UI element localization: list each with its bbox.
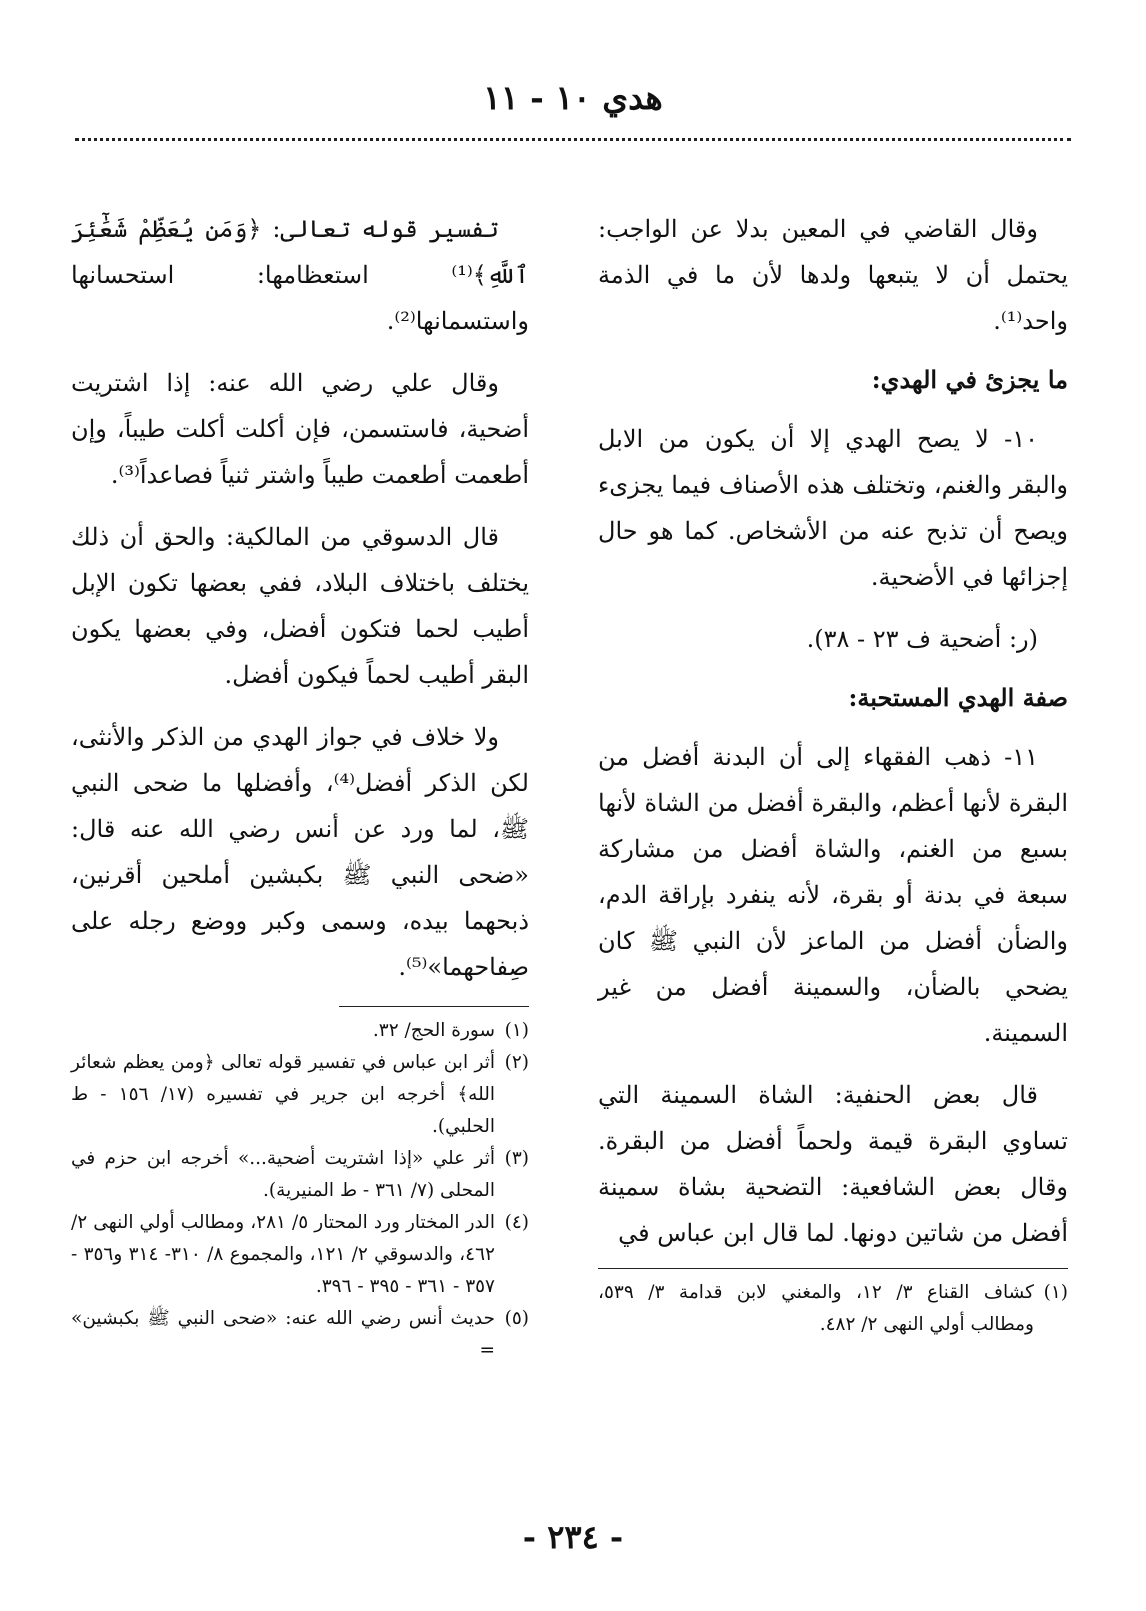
- section-heading: ما يجزئ في الهدي:: [871, 365, 1068, 394]
- page-number: - ٢٣٤ -: [522, 1518, 624, 1556]
- paragraph: ولا خلاف في جواز الهدي من الذكر والأنثى، لكن الذكر أفضل⁽⁴⁾، وأفضلها ما ضحى النبي ﷺ، لما ورد عن أنس رضي الله عنه قال: «ضحى النبي ﷺ بكبشين أملحين أقرنين، ذبحهما بيده، وسمى وكبر ووضع رجله على صِفاحهما»⁽⁵⁾.: [71, 723, 529, 981]
- paragraph: تفسير قوله تعالى: ﴿وَمَن يُعَظِّمْ شَعَٰٓئِرَ ٱللَّهِ﴾⁽¹⁾ استعظامها: استحسانها واستسمانها⁽²⁾.: [71, 215, 529, 335]
- footnote: [71, 1015, 529, 1047]
- footnote-number: (٣): [504, 1148, 529, 1169]
- footnote-rule: [339, 1006, 529, 1007]
- footnote-number: (٤): [504, 1212, 529, 1233]
- footnote-text: كشاف القناع ٣/ ١٢، والمغني لابن قدامة ٣/ ٥٣٩، ومطالب أولي النهى ٢/ ٤٨٢.: [598, 1282, 1034, 1335]
- left-column: [71, 206, 529, 1367]
- section-heading: صفة الهدي المستحبة:: [848, 683, 1068, 712]
- footnote: [71, 1143, 529, 1207]
- right-column: [598, 206, 1068, 1341]
- paragraph: ١١- ذهب الفقهاء إلى أن البدنة أفضل من البقرة لأنها أعظم، والبقرة أفضل من الشاة لأنها بسبع من الغنم، والشاة أفضل من مشاركة سبعة في بدنة أو بقرة، لأنه ينفرد بإراقة الدم، والضأن أفضل من الماعز لأن النبي ﷺ كان يضحي بالضأن، والسمينة أفضل من غير السمينة.: [598, 743, 1068, 1047]
- footnote-text: حديث أنس رضي الله عنه: «ضحى النبي ﷺ بكبشين» =: [71, 1308, 495, 1361]
- paragraph: قال الدسوقي من المالكية: والحق أن ذلك يختلف باختلاف البلاد، ففي بعضها تكون الإبل أطيب لحما فتكون أفضل، وفي بعضها يكون البقر أطيب لحماً فيكون أفضل.: [71, 523, 529, 689]
- footnote-number: (١): [504, 1020, 529, 1041]
- footnote-text: الدر المختار ورد المحتار ٥/ ٢٨١، ومطالب أولي النهى ٢/ ٤٦٢، والدسوقي ٢/ ١٢١، والمجموع ٨/ ٣١٠- ٣١٤ و٣٥٦ - ٣٥٧ - ٣٦١ - ٣٩٥ - ٣٩٦.: [71, 1212, 495, 1297]
- footnote-text: أثر ابن عباس في تفسير قوله تعالى ﴿ومن يعظم شعائر الله﴾ أخرجه ابن جرير في تفسيره (١٧/ ١٥٦ - ط الحلبي).: [71, 1052, 495, 1137]
- footnote-number: (٢): [504, 1052, 529, 1073]
- footnote: [71, 1207, 529, 1303]
- paragraph: قال بعض الحنفية: الشاة السمينة التي تساوي البقرة قيمة ولحماً أفضل من البقرة. وقال بعض الشافعية: التضحية بشاة سمينة أفضل من شاتين دونها. لما قال ابن عباس في: [598, 1081, 1068, 1247]
- footnote: [71, 1047, 529, 1143]
- footnote: [598, 1277, 1068, 1341]
- paragraph: وقال القاضي في المعين بدلا عن الواجب: يحتمل أن لا يتبعها ولدها لأن ما في الذمة واحد⁽¹⁾.: [598, 215, 1068, 335]
- footnote-text: أثر علي «إذا اشتريت أضحية...» أخرجه ابن حزم في المحلى (٧/ ٣٦١ - ط المنيرية).: [71, 1148, 495, 1201]
- paragraph: وقال علي رضي الله عنه: إذا اشتريت أضحية، فاستسمن، فإن أكلت أكلت طيباً، وإن أطعمت أطعمت طيباً واشتر ثنياً فصاعداً⁽³⁾.: [71, 369, 529, 489]
- running-head: هدي ١٠ - ١١: [483, 78, 663, 117]
- footnote-rule: [598, 1268, 1068, 1269]
- footnote-number: (١): [1043, 1282, 1068, 1303]
- paragraph: ١٠- لا يصح الهدي إلا أن يكون من الابل والبقر والغنم، وتختلف هذه الأصناف فيما يجزىء ويصح أن تذبح عنه من الأشخاص. كما هو حال إجزائها في الأضحية.: [598, 425, 1068, 591]
- reference-line: (ر: أضحية ف ٢٣ - ٣٨).: [806, 625, 1038, 653]
- header-dotted-rule: [75, 138, 1071, 141]
- footnote-number: (٥): [504, 1308, 529, 1329]
- footnote: [71, 1303, 529, 1367]
- footnote-text: سورة الحج/ ٣٢.: [372, 1020, 495, 1041]
